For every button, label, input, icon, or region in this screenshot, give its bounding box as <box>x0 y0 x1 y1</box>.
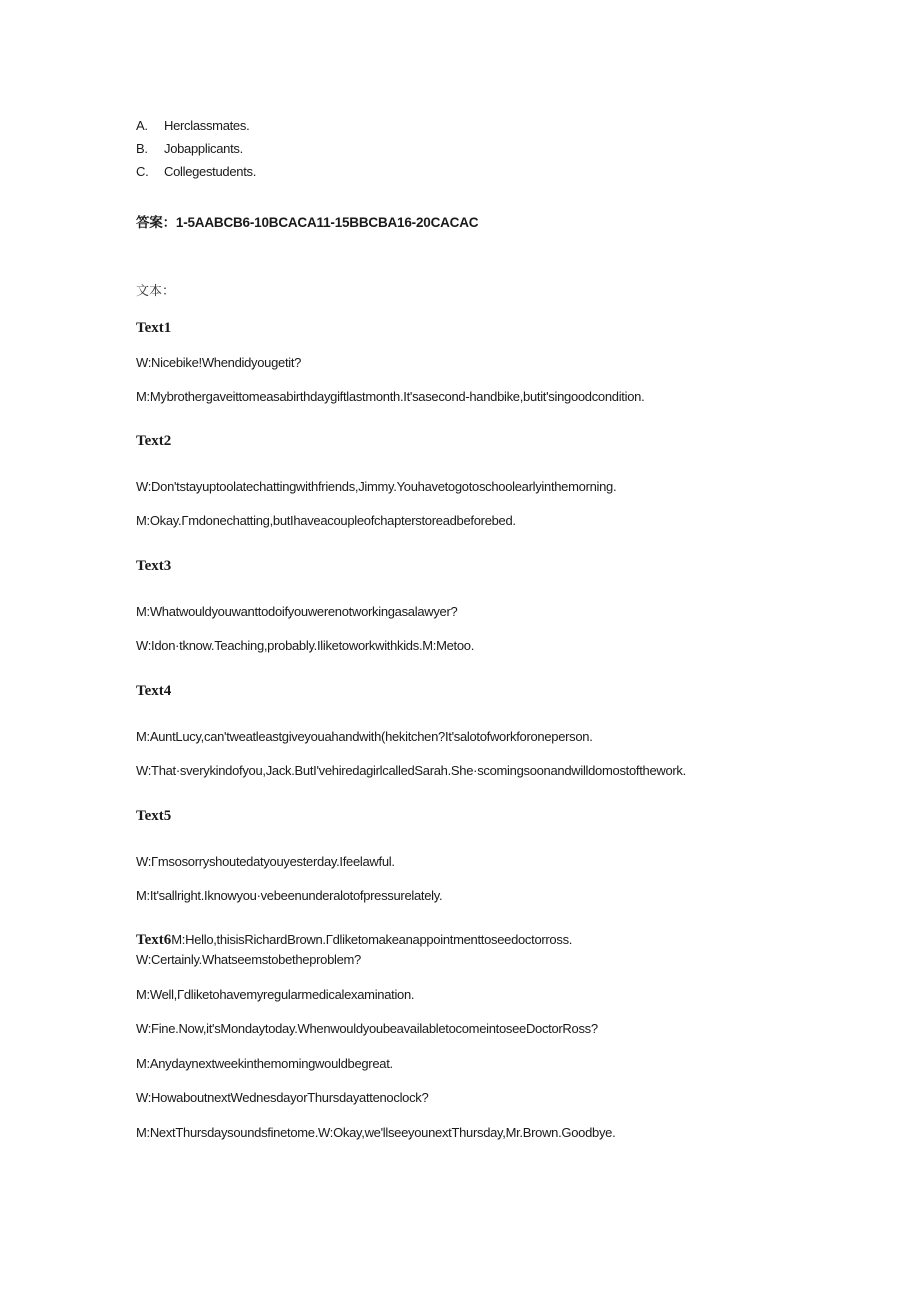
text2-line-2: M:Okay.Γmdonechatting,butIhaveacoupleofchapterstoreadbeforebed. <box>136 513 516 528</box>
option-b <box>136 141 243 156</box>
text6-first-line <box>136 932 572 949</box>
text1-line-2: M:Mybrothergaveittomeasabirthdaygiftlastmonth.It'sasecond-handbike,butit'singoodcondition. <box>136 389 645 404</box>
text6-first-text: M:Hello,thisisRichardBrown.Γdliketomakeanappointmenttoseedoctorross. <box>171 932 573 947</box>
text2-title: Text2 <box>136 433 172 449</box>
text6-line-5: W:HowaboutnextWednesdayorThursdayattenoclock? <box>136 1090 429 1105</box>
text6-line-4: M:Anydaynextweekinthemomingwouldbegreat. <box>136 1056 393 1071</box>
text1-title: Text1 <box>136 320 172 336</box>
text6-line-1: W:Certainly.Whatseemstobetheproblem? <box>136 952 361 967</box>
text6-title: Text6 <box>136 932 172 948</box>
text6-line-3: W:Fine.Now,it'sMondaytoday.WhenwouldyoubeavailabletocomeintoseeDoctorRoss? <box>136 1021 598 1036</box>
option-a-text: Herclassmates. <box>164 118 250 133</box>
text4-line-2: W:That·sverykindofyou,Jack.ButI'vehiredagirlcalledSarah.She·scomingsoonandwilldomostofthework. <box>136 763 686 778</box>
option-c-text: Collegestudents. <box>164 164 257 179</box>
text6-line-2: M:Well,Γdliketohavemyregularmedicalexamination. <box>136 987 415 1002</box>
option-a <box>136 118 249 133</box>
option-b-text: Jobapplicants. <box>164 141 243 156</box>
text1-line-1: W:Nicebike!Whendidyougetit? <box>136 355 302 370</box>
text4-line-1: M:AuntLucy,can'tweatleastgiveyouahandwith(hekitchen?It'salotofworkforoneperson. <box>136 729 593 744</box>
text5-title: Text5 <box>136 808 172 824</box>
option-c <box>136 164 256 179</box>
text5-line-1: W:Γmsosorryshoutedatyouyesterday.Ifeelawful. <box>136 854 395 869</box>
option-a-label: A. <box>136 118 148 133</box>
option-c-label: C. <box>136 164 149 179</box>
option-b-label: B. <box>136 141 148 156</box>
wenben-heading: 文本： <box>136 284 176 299</box>
text2-line-1: W:Don'tstayuptoolatechattingwithfriends,Jimmy.Youhavetogotoschoolearlyinthemorning. <box>136 479 617 494</box>
text3-line-1: M:Whatwouldyouwanttodoifyouwerenotworkingasalawyer? <box>136 604 458 619</box>
text4-title: Text4 <box>136 683 172 699</box>
text6-line-6: M:NextThursdaysoundsfinetome.W:Okay,we'llseeyounextThursday,Mr.Brown.Goodbye. <box>136 1125 616 1140</box>
text5-line-2: M:It'sallright.Iknowyou·vebeenunderalotofpressurelately. <box>136 888 443 903</box>
text3-title: Text3 <box>136 558 172 574</box>
text3-line-2: W:Idon·tknow.Teaching,probably.Iliketoworkwithkids.M:Metoo. <box>136 638 475 653</box>
answer-key: 答案：1-5AABCB6-10BCACA11-15BBCBA16-20CACAC <box>136 215 479 230</box>
